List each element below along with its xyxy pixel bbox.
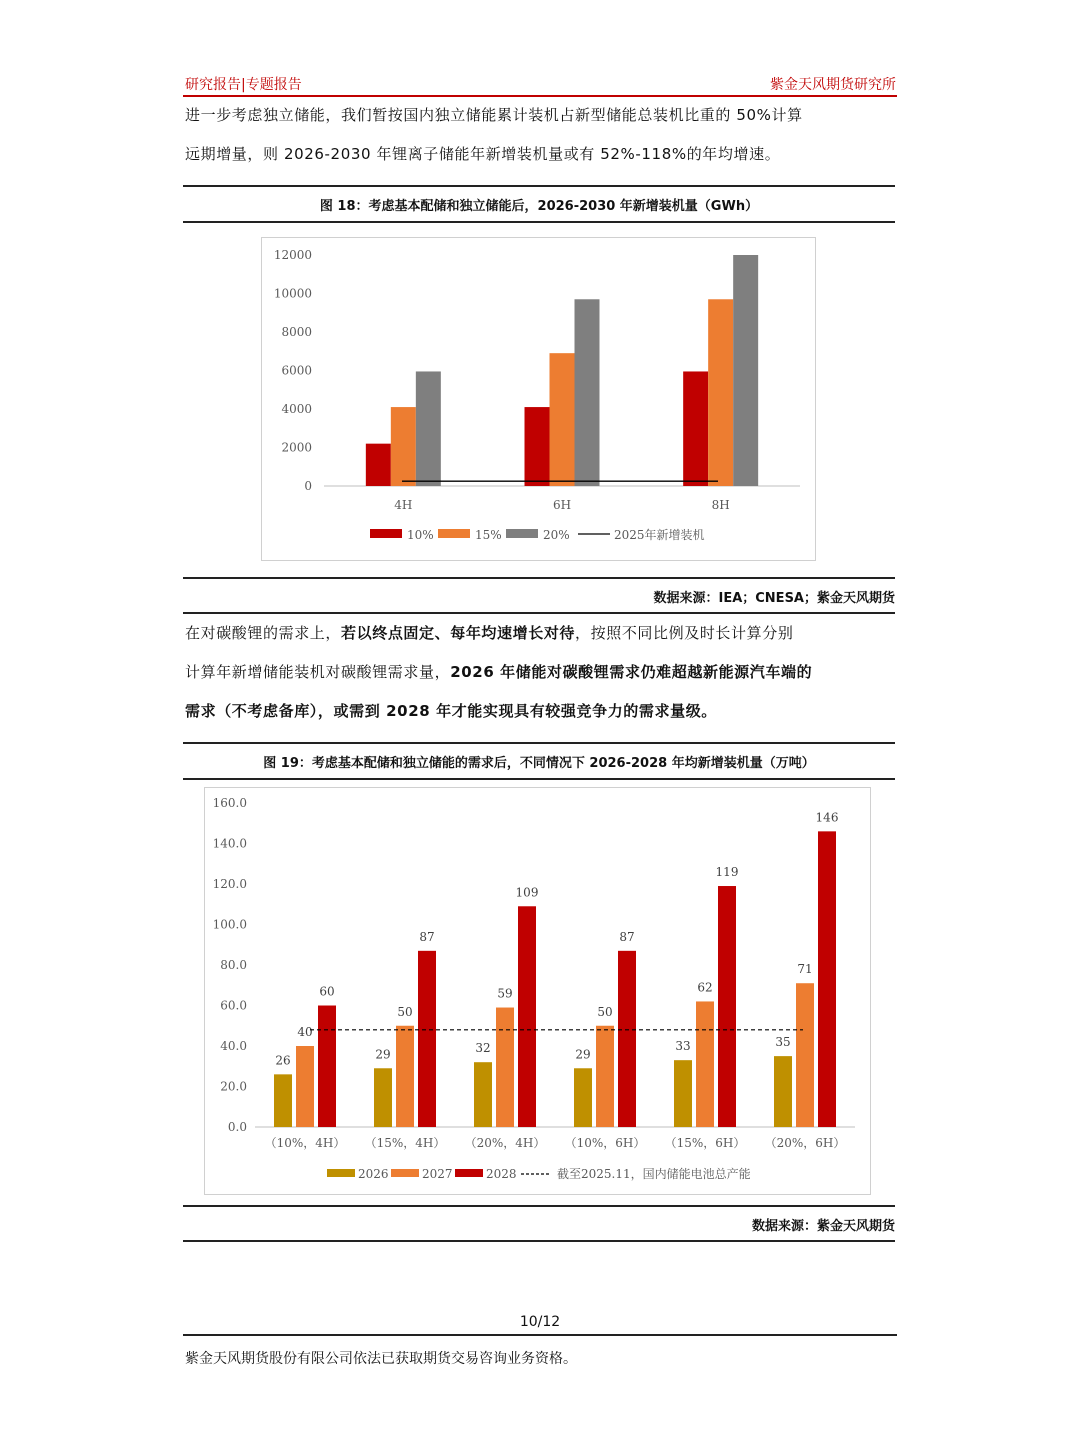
bar-20%-4H	[416, 371, 441, 486]
bar-15%-8H	[708, 299, 733, 486]
legend-label-20%: 20%	[543, 528, 570, 542]
legend-swatch-10%	[370, 529, 402, 538]
fig18-chart-frame	[261, 237, 816, 561]
bar-2027-2	[496, 1008, 514, 1127]
x-tick-label: （20%，4H）	[464, 1136, 546, 1150]
y-tick-label: 160.0	[212, 796, 247, 810]
paragraph-2-line-3-text: 需求（不考虑备库），或需到 2028 年才能实现具有较强竞争力的需求量级。	[185, 702, 717, 720]
footer-divider	[183, 1334, 897, 1336]
legend-label-reference: 2025年新增装机	[614, 528, 705, 542]
fig19-caption: 图 19：考虑基本配储和独立储能的需求后，不同情况下 2026-2028 年均新增装机量（万吨）	[263, 756, 815, 771]
paragraph-1-line-1: 进一步考虑独立储能，我们暂按国内独立储能累计装机占新型储能总装机比重的 50%计算	[185, 106, 803, 124]
y-tick-label: 100.0	[212, 917, 247, 932]
x-tick-label: （15%，6H）	[664, 1136, 746, 1150]
legend-label-2028: 2028	[486, 1167, 517, 1181]
x-tick-label: （10%，4H）	[264, 1136, 346, 1150]
bar-10%-6H	[525, 407, 550, 486]
bar-2027-5	[796, 983, 814, 1127]
data-label-2028-0: 60	[319, 984, 335, 999]
x-tick-label: 6H	[552, 498, 572, 512]
legend-swatch-2028	[455, 1169, 483, 1177]
fig19-source-rule	[183, 1240, 895, 1242]
paragraph-2	[185, 614, 897, 731]
y-tick-label: 140.0	[212, 836, 247, 851]
y-tick-label: 20.0	[220, 1079, 247, 1094]
paragraph-2-line-3	[185, 692, 897, 731]
data-label-2026-5: 35	[775, 1035, 791, 1050]
y-tick-label: 0	[304, 479, 312, 493]
y-tick-label: 10000	[273, 286, 312, 301]
paragraph-2-line-2a: 计算年新增储能装机对碳酸锂需求量，	[185, 663, 451, 681]
data-label-2027-3: 50	[597, 1004, 613, 1019]
data-label-2026-2: 32	[475, 1041, 491, 1056]
paragraph-2-line-2	[185, 653, 897, 692]
paragraph-1-line-2: 远期增量，则 2026-2030 年锂离子储能年新增装机量或有 52%-118%的年均增速。	[185, 145, 781, 163]
bar-2028-5	[818, 831, 836, 1127]
data-label-2027-2: 59	[497, 986, 513, 1001]
fig18-caption-rule	[183, 221, 895, 223]
y-tick-label: 0.0	[227, 1120, 247, 1134]
paragraph-2-line-1a: 在对碳酸锂的需求上，	[185, 624, 342, 642]
paragraph-2-line-2b: 2026 年储能对碳酸锂需求仍难超越新能源汽车端的	[450, 663, 813, 681]
y-tick-label: 2000	[281, 440, 312, 455]
x-tick-label: （10%，6H）	[564, 1136, 646, 1150]
bar-2026-0	[274, 1074, 292, 1127]
data-label-2028-3: 87	[619, 929, 635, 944]
paragraph-2-line-1c: ，按照不同比例及时长计算分别	[575, 624, 794, 642]
legend-label-15%: 15%	[475, 528, 502, 542]
bar-2027-3	[596, 1026, 614, 1127]
legend-label-2026: 2026	[358, 1167, 389, 1181]
x-tick-label: （20%，6H）	[764, 1136, 846, 1150]
fig18-source: 数据来源：IEA；CNESA；紫金天风期货	[653, 591, 895, 606]
fig18-caption: 图 18：考虑基本配储和独立储能后，2026-2030 年新增装机量（GWh）	[319, 199, 759, 214]
bar-2026-5	[774, 1056, 792, 1127]
data-label-2028-5: 146	[815, 810, 839, 825]
legend-label-reference: 截至2025.11，国内储能电池总产能	[557, 1167, 751, 1181]
legend-swatch-20%	[506, 529, 538, 538]
data-label-2026-1: 29	[375, 1047, 391, 1062]
bar-2027-1	[396, 1026, 414, 1127]
bar-2026-4	[674, 1060, 692, 1127]
data-label-2026-4: 33	[675, 1039, 691, 1054]
bar-2026-1	[374, 1068, 392, 1127]
x-tick-label: （15%，4H）	[364, 1136, 446, 1150]
data-label-2027-4: 62	[697, 980, 713, 995]
bar-20%-8H	[733, 255, 758, 486]
bar-2028-3	[618, 951, 636, 1127]
paragraph-2-line-1	[185, 614, 897, 653]
bar-15%-4H	[391, 407, 416, 486]
y-tick-label: 40.0	[220, 1039, 247, 1053]
y-tick-label: 8000	[281, 325, 312, 339]
page-number: 10/12	[519, 1314, 561, 1330]
bar-10%-8H	[683, 371, 708, 486]
data-label-2027-0: 40	[297, 1025, 313, 1039]
bar-2027-0	[296, 1046, 314, 1127]
fig18-bar-chart	[262, 238, 815, 560]
footer-disclaimer: 紫金天风期货股份有限公司依法已获取期货交易咨询业务资格。	[185, 1351, 577, 1367]
fig19-source: 数据来源：紫金天风期货	[751, 1219, 895, 1234]
legend-label-10%: 10%	[407, 528, 434, 542]
fig19-bar-chart	[205, 788, 870, 1194]
bar-10%-4H	[366, 444, 391, 486]
bar-2028-0	[318, 1006, 336, 1128]
data-label-2028-1: 87	[419, 929, 435, 944]
y-tick-label: 60.0	[220, 998, 247, 1013]
fig19-bottom-rule	[183, 1205, 895, 1207]
bar-2028-4	[718, 886, 736, 1127]
legend-swatch-2026	[327, 1169, 355, 1177]
bar-20%-6H	[575, 299, 600, 486]
bar-15%-6H	[550, 353, 575, 486]
bar-2028-2	[518, 906, 536, 1127]
data-label-2028-4: 119	[715, 865, 739, 880]
y-tick-label: 6000	[281, 363, 312, 378]
y-tick-label: 12000	[273, 248, 312, 262]
paragraph-2-line-1b: 若以终点固定、每年均速增长对待	[341, 624, 576, 642]
bar-2027-4	[696, 1001, 714, 1127]
data-label-2028-2: 109	[515, 885, 539, 900]
fig19-chart-frame	[204, 787, 871, 1195]
data-label-2026-0: 26	[275, 1053, 291, 1068]
fig18-bottom-rule	[183, 577, 895, 579]
report-type-label: 研究报告|专题报告	[185, 77, 302, 93]
data-label-2027-5: 71	[797, 962, 813, 977]
x-tick-label: 8H	[711, 498, 730, 512]
legend-label-2027: 2027	[422, 1167, 453, 1181]
bar-2028-1	[418, 951, 436, 1127]
fig18-top-rule	[183, 185, 895, 187]
fig19-top-rule	[183, 742, 895, 744]
bar-2026-2	[474, 1062, 492, 1127]
bar-2026-3	[574, 1068, 592, 1127]
fig19-caption-rule	[183, 778, 895, 780]
y-tick-label: 4000	[281, 402, 312, 416]
y-tick-label: 80.0	[220, 958, 247, 972]
x-tick-label: 4H	[394, 498, 413, 512]
paragraph-1	[185, 96, 897, 174]
legend-swatch-2027	[391, 1169, 419, 1177]
y-tick-label: 120.0	[212, 877, 247, 891]
institute-name: 紫金天风期货研究所	[770, 77, 896, 93]
legend-swatch-15%	[438, 529, 470, 538]
data-label-2026-3: 29	[575, 1047, 591, 1062]
data-label-2027-1: 50	[397, 1004, 413, 1019]
